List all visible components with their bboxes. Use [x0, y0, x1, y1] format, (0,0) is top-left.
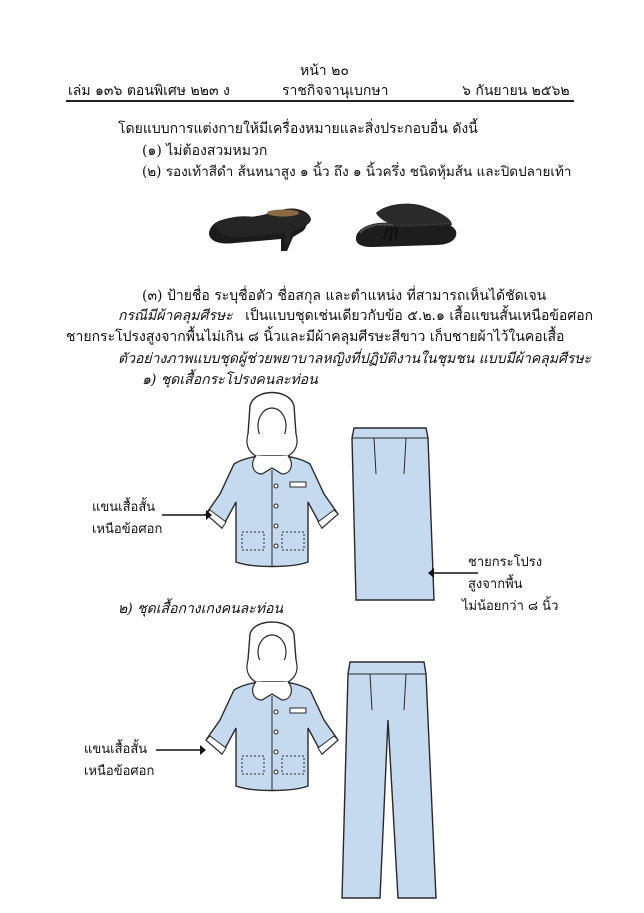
case-line-2: ชายกระโปรงสูงจากพื้นไม่เกิน ๘ นิ้วและมีผ้าคลุมศีรษะสีขาว เก็บชายผ้าไว้ในคอเสื้อ [66, 329, 565, 345]
sleeve-label-2 [84, 739, 154, 783]
sleeve-arrow-2 [156, 744, 206, 756]
sleeve-arrow-1 [162, 509, 212, 521]
item-name-tag: (๓) ป้ายชื่อ ระบุชื่อตัว ชื่อสกุล และตำแหน่ง ที่สามารถเห็นได้ชัดเจน [142, 288, 547, 304]
example-caption: ตัวอย่างภาพแบบชุดผู้ช่วยพยาบาลหญิงที่ปฏิบัติงานในชุมชน แบบมีผ้าคลุมศีรษะ [118, 351, 592, 367]
skirt-label-line2: สูงจากพื้น [468, 577, 523, 592]
sleeve-label-2-line2: เหนือข้อศอก [84, 764, 155, 779]
page-number: หน้า ๒๐ [300, 63, 349, 79]
sleeve-label-2-line1: แขนเสื้อสั้น [84, 742, 148, 757]
blouse-figure-1 [192, 390, 352, 600]
loafer-shoes-image [352, 193, 462, 253]
intro-text: โดยแบบการแต่งกายให้มีเครื่องหมายและสิ่งประกอบอื่น ดังนี้ [118, 121, 478, 137]
volume-info: เล่ม ๑๓๖ ตอนพิเศษ ๒๒๓ ง [68, 83, 230, 99]
header-divider [66, 100, 574, 102]
gazette-name: ราชกิจจานุเบกษา [282, 83, 389, 99]
skirt-figure [350, 424, 440, 604]
skirt-label-line3: ไม่น้อยกว่า ๘ นิ้ว [462, 599, 559, 614]
item-no-hat: (๑) ไม่ต้องสวมหมวก [142, 143, 268, 159]
blouse-figure-2 [192, 620, 352, 810]
set2-title: ๒) ชุดเสื้อกางเกงคนละท่อน [118, 601, 283, 617]
item-shoes: (๒) รองเท้าสีดำ ส้นหนาสูง ๑ นิ้ว ถึง ๑ นิ้วครึ่ง ชนิดหุ้มส้น และปิดปลายเท้า [142, 164, 572, 180]
skirt-label-line1: ชายกระโปรง [468, 555, 543, 570]
sleeve-label-1-line2: เหนือข้อศอก [92, 522, 163, 537]
sleeve-label-1 [92, 497, 162, 541]
skirt-label [462, 552, 558, 618]
case-head-rest: เป็นแบบชุดเช่นเดียวกับข้อ ๕.๒.๑ เสื้อแขนสั้นเหนือข้อศอก [245, 308, 594, 324]
publish-date: ๖ กันยายน ๒๕๖๒ [462, 83, 570, 99]
case-head: กรณีมีผ้าคลุมศีรษะ [118, 308, 233, 324]
pump-shoes-image [205, 193, 315, 253]
sleeve-label-1-line1: แขนเสื้อสั้น [92, 500, 156, 515]
set1-title: ๑) ชุดเสื้อกระโปรงคนละท่อน [142, 372, 318, 388]
case-line-1 [118, 307, 593, 325]
trousers-figure [340, 658, 440, 903]
